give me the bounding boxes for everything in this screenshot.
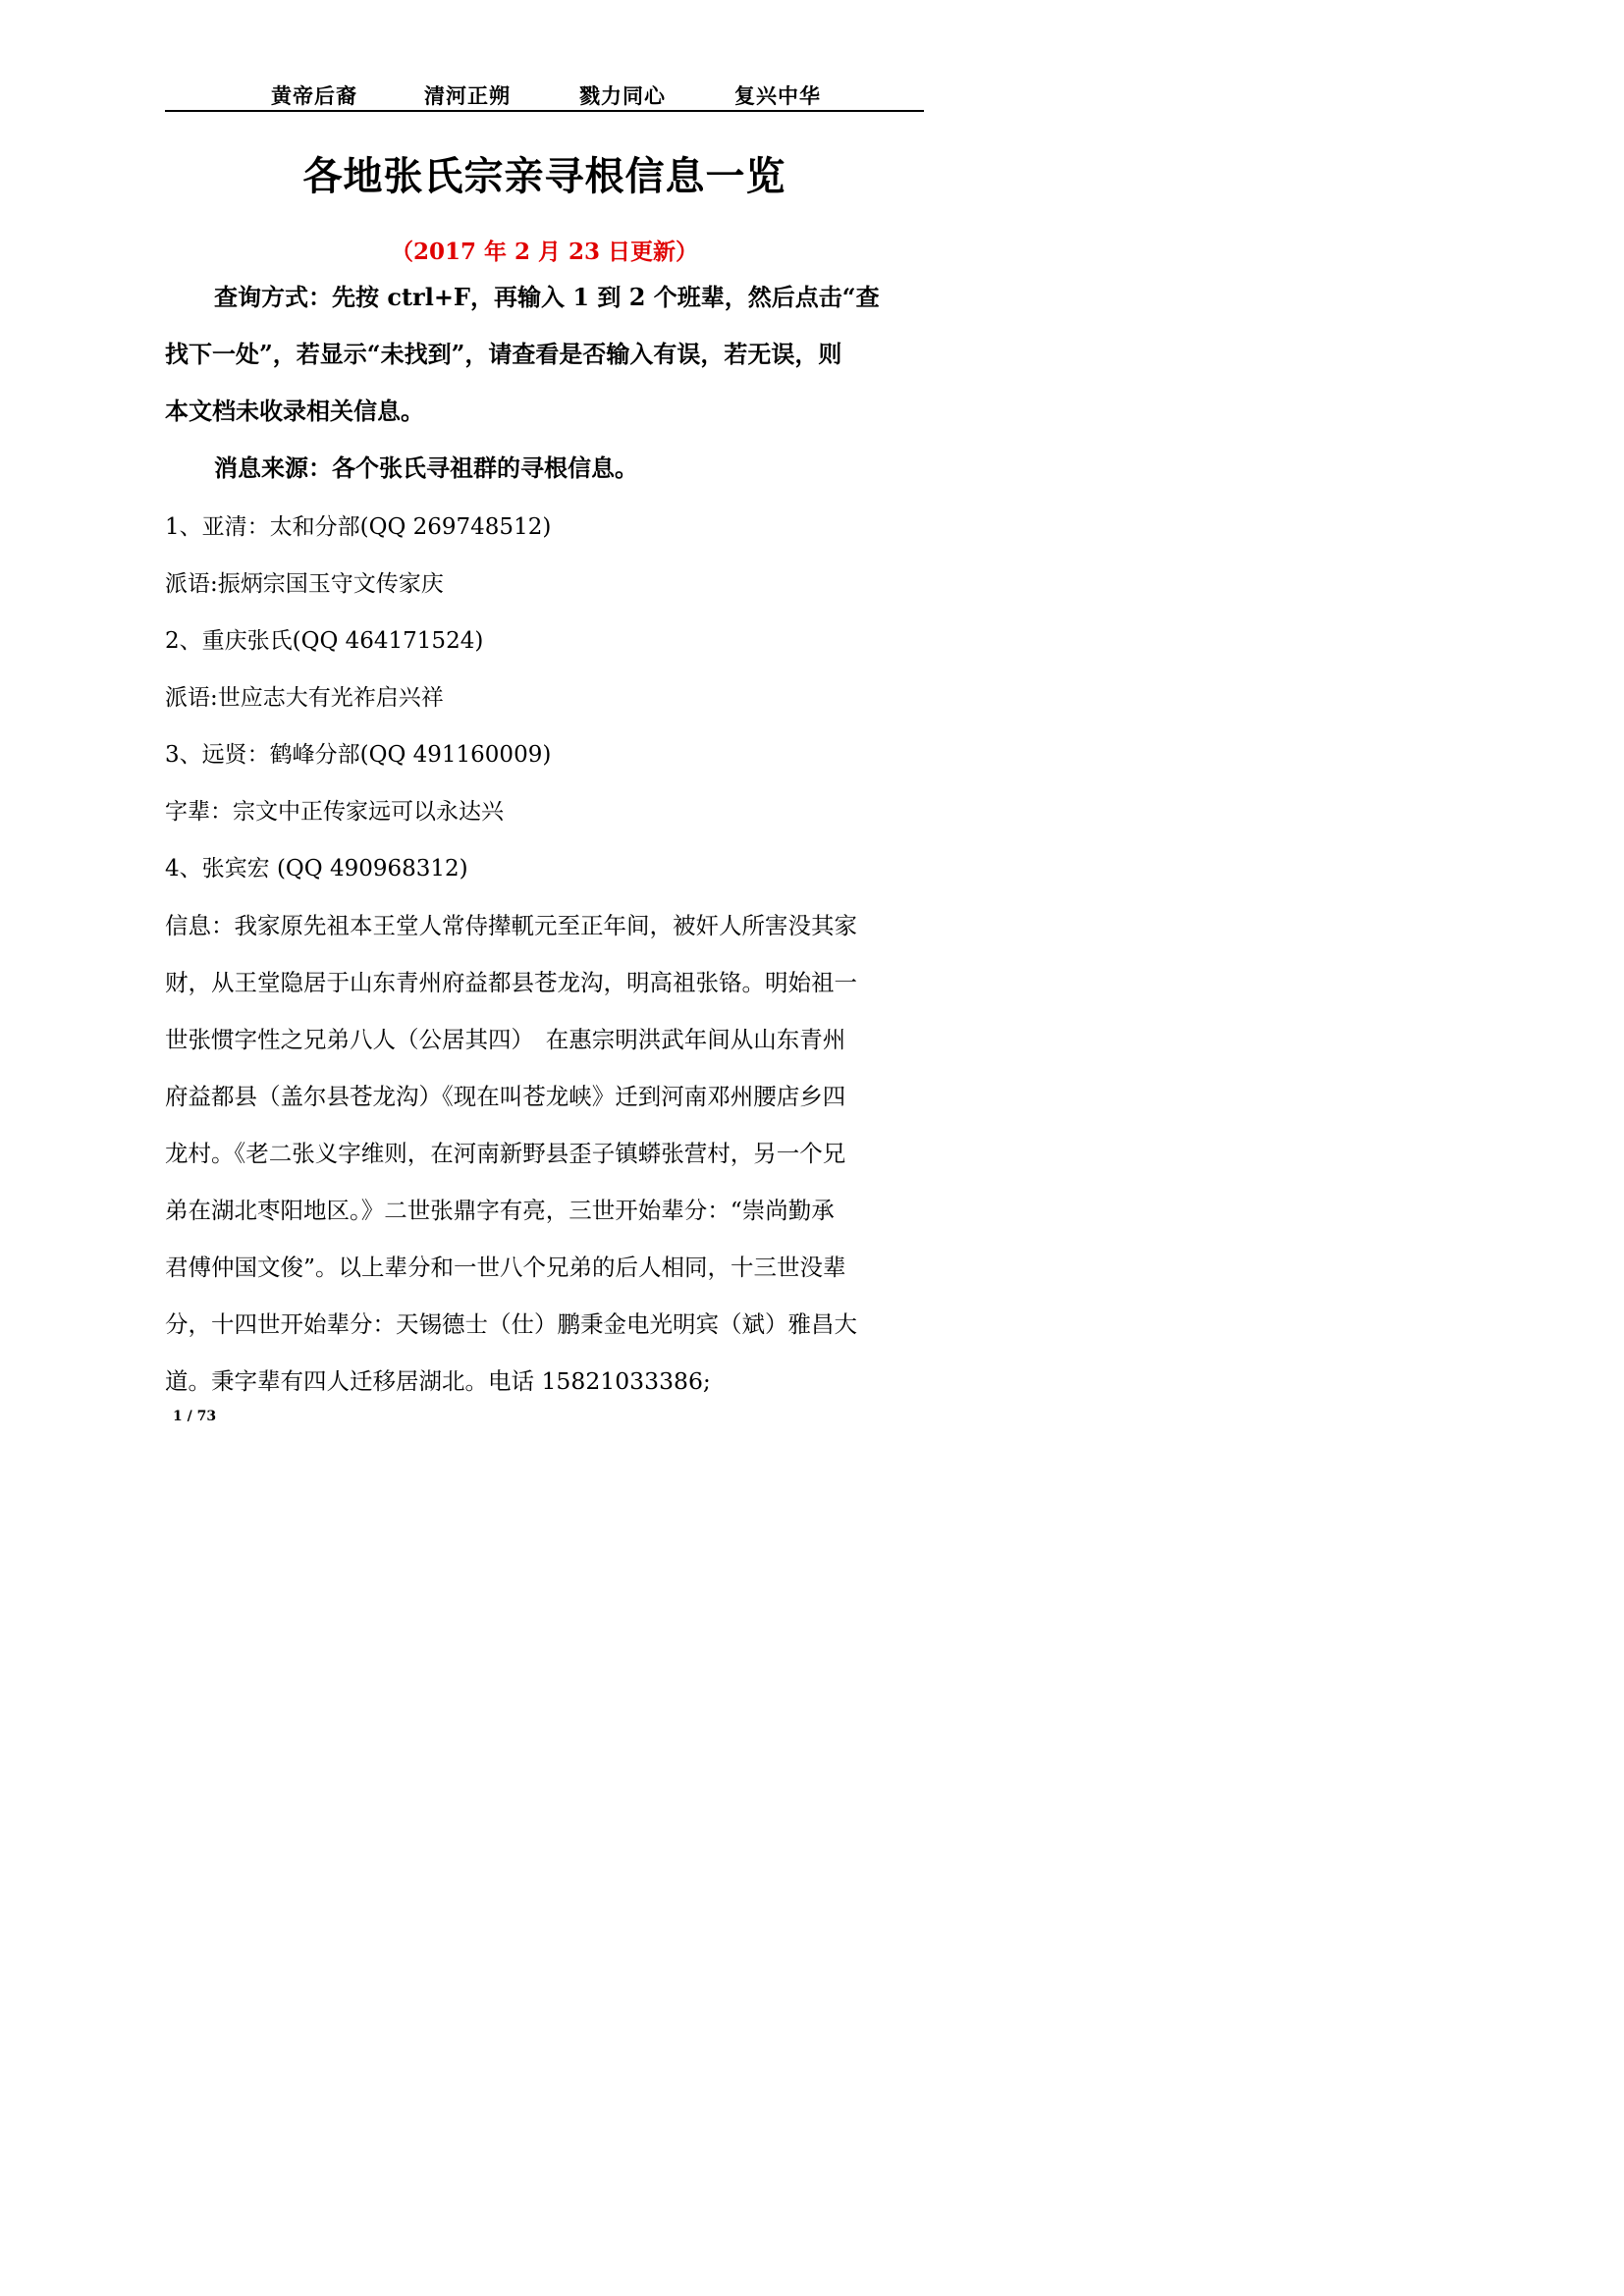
header-divider <box>165 110 924 112</box>
info-line: 财，从王堂隐居于山东青州府益都县苍龙沟，明高祖张铬。明始祖一 <box>165 969 857 996</box>
page-number: 1 / 73 <box>173 1409 217 1424</box>
entry-2-heading: 2、重庆张氏(QQ 464171524) <box>165 628 484 654</box>
entry-4-info-paragraph <box>165 897 924 1410</box>
entry-3-detail: 字辈：宗文中正传家远可以永达兴 <box>165 799 504 825</box>
update-date-note: （2017 年 2 月 23 日更新） <box>390 239 699 265</box>
info-line: 弟在湖北枣阳地区。》二世张鼎字有亮，三世开始辈分：“崇尚勤承 <box>165 1197 835 1224</box>
header-mottos <box>165 77 924 110</box>
info-line: 道。秉字辈有四人迁移居湖北。电话 15821033386; <box>165 1367 711 1395</box>
entry-1-detail: 派语:振炳宗国玉守文传家庆 <box>165 571 444 597</box>
header-motto-3: 戮力同心 <box>579 84 666 108</box>
info-line: 府益都县（盖尔县苍龙沟）《现在叫苍龙峡》迁到河南邓州腰店乡四 <box>165 1083 846 1110</box>
source-line: 消息来源：各个张氏寻祖群的寻根信息。 <box>214 454 638 482</box>
entry-3-heading: 3、远贤：鹤峰分部(QQ 491160009) <box>165 742 552 768</box>
entry-2-detail: 派语:世应志大有光祚启兴祥 <box>165 685 444 711</box>
query-method-line: 找下一处”，若显示“未找到”，请查看是否输入有误，若无误，则 <box>165 340 842 368</box>
info-line: 君傅仲国文俊”。以上辈分和一世八个兄弟的后人相同，十三世没辈 <box>165 1254 846 1281</box>
entry-4-heading: 4、张宾宏 (QQ 490968312) <box>165 856 468 881</box>
document-title: 各地张氏宗亲寻根信息一览 <box>302 154 786 199</box>
info-line: 分，十四世开始辈分：天锡德士（仕）鹏秉金电光明宾（斌）雅昌大 <box>165 1310 857 1338</box>
entry-1-heading: 1、亚清：太和分部(QQ 269748512) <box>165 514 552 540</box>
header-motto-1: 黄帝后裔 <box>271 84 357 108</box>
header-motto-4: 复兴中华 <box>734 84 821 108</box>
query-method-paragraph <box>165 269 924 440</box>
info-line: 世张惯字性之兄弟八人（公居其四） 在惠宗明洪武年间从山东青州 <box>165 1026 846 1053</box>
query-method-line: 查询方式：先按 ctrl+F，再输入 1 到 2 个班辈，然后点击“查 <box>214 283 880 311</box>
source-paragraph <box>165 440 924 497</box>
info-line: 信息：我家原先祖本王堂人常侍撵軏元至正年间，被奸人所害没其家 <box>165 912 857 939</box>
query-method-line: 本文档未收录相关信息。 <box>165 397 424 425</box>
info-line: 龙村。《老二张义字维则，在河南新野县歪子镇蟒张营村，另一个兄 <box>165 1140 846 1167</box>
header-motto-2: 清河正朔 <box>424 84 511 108</box>
